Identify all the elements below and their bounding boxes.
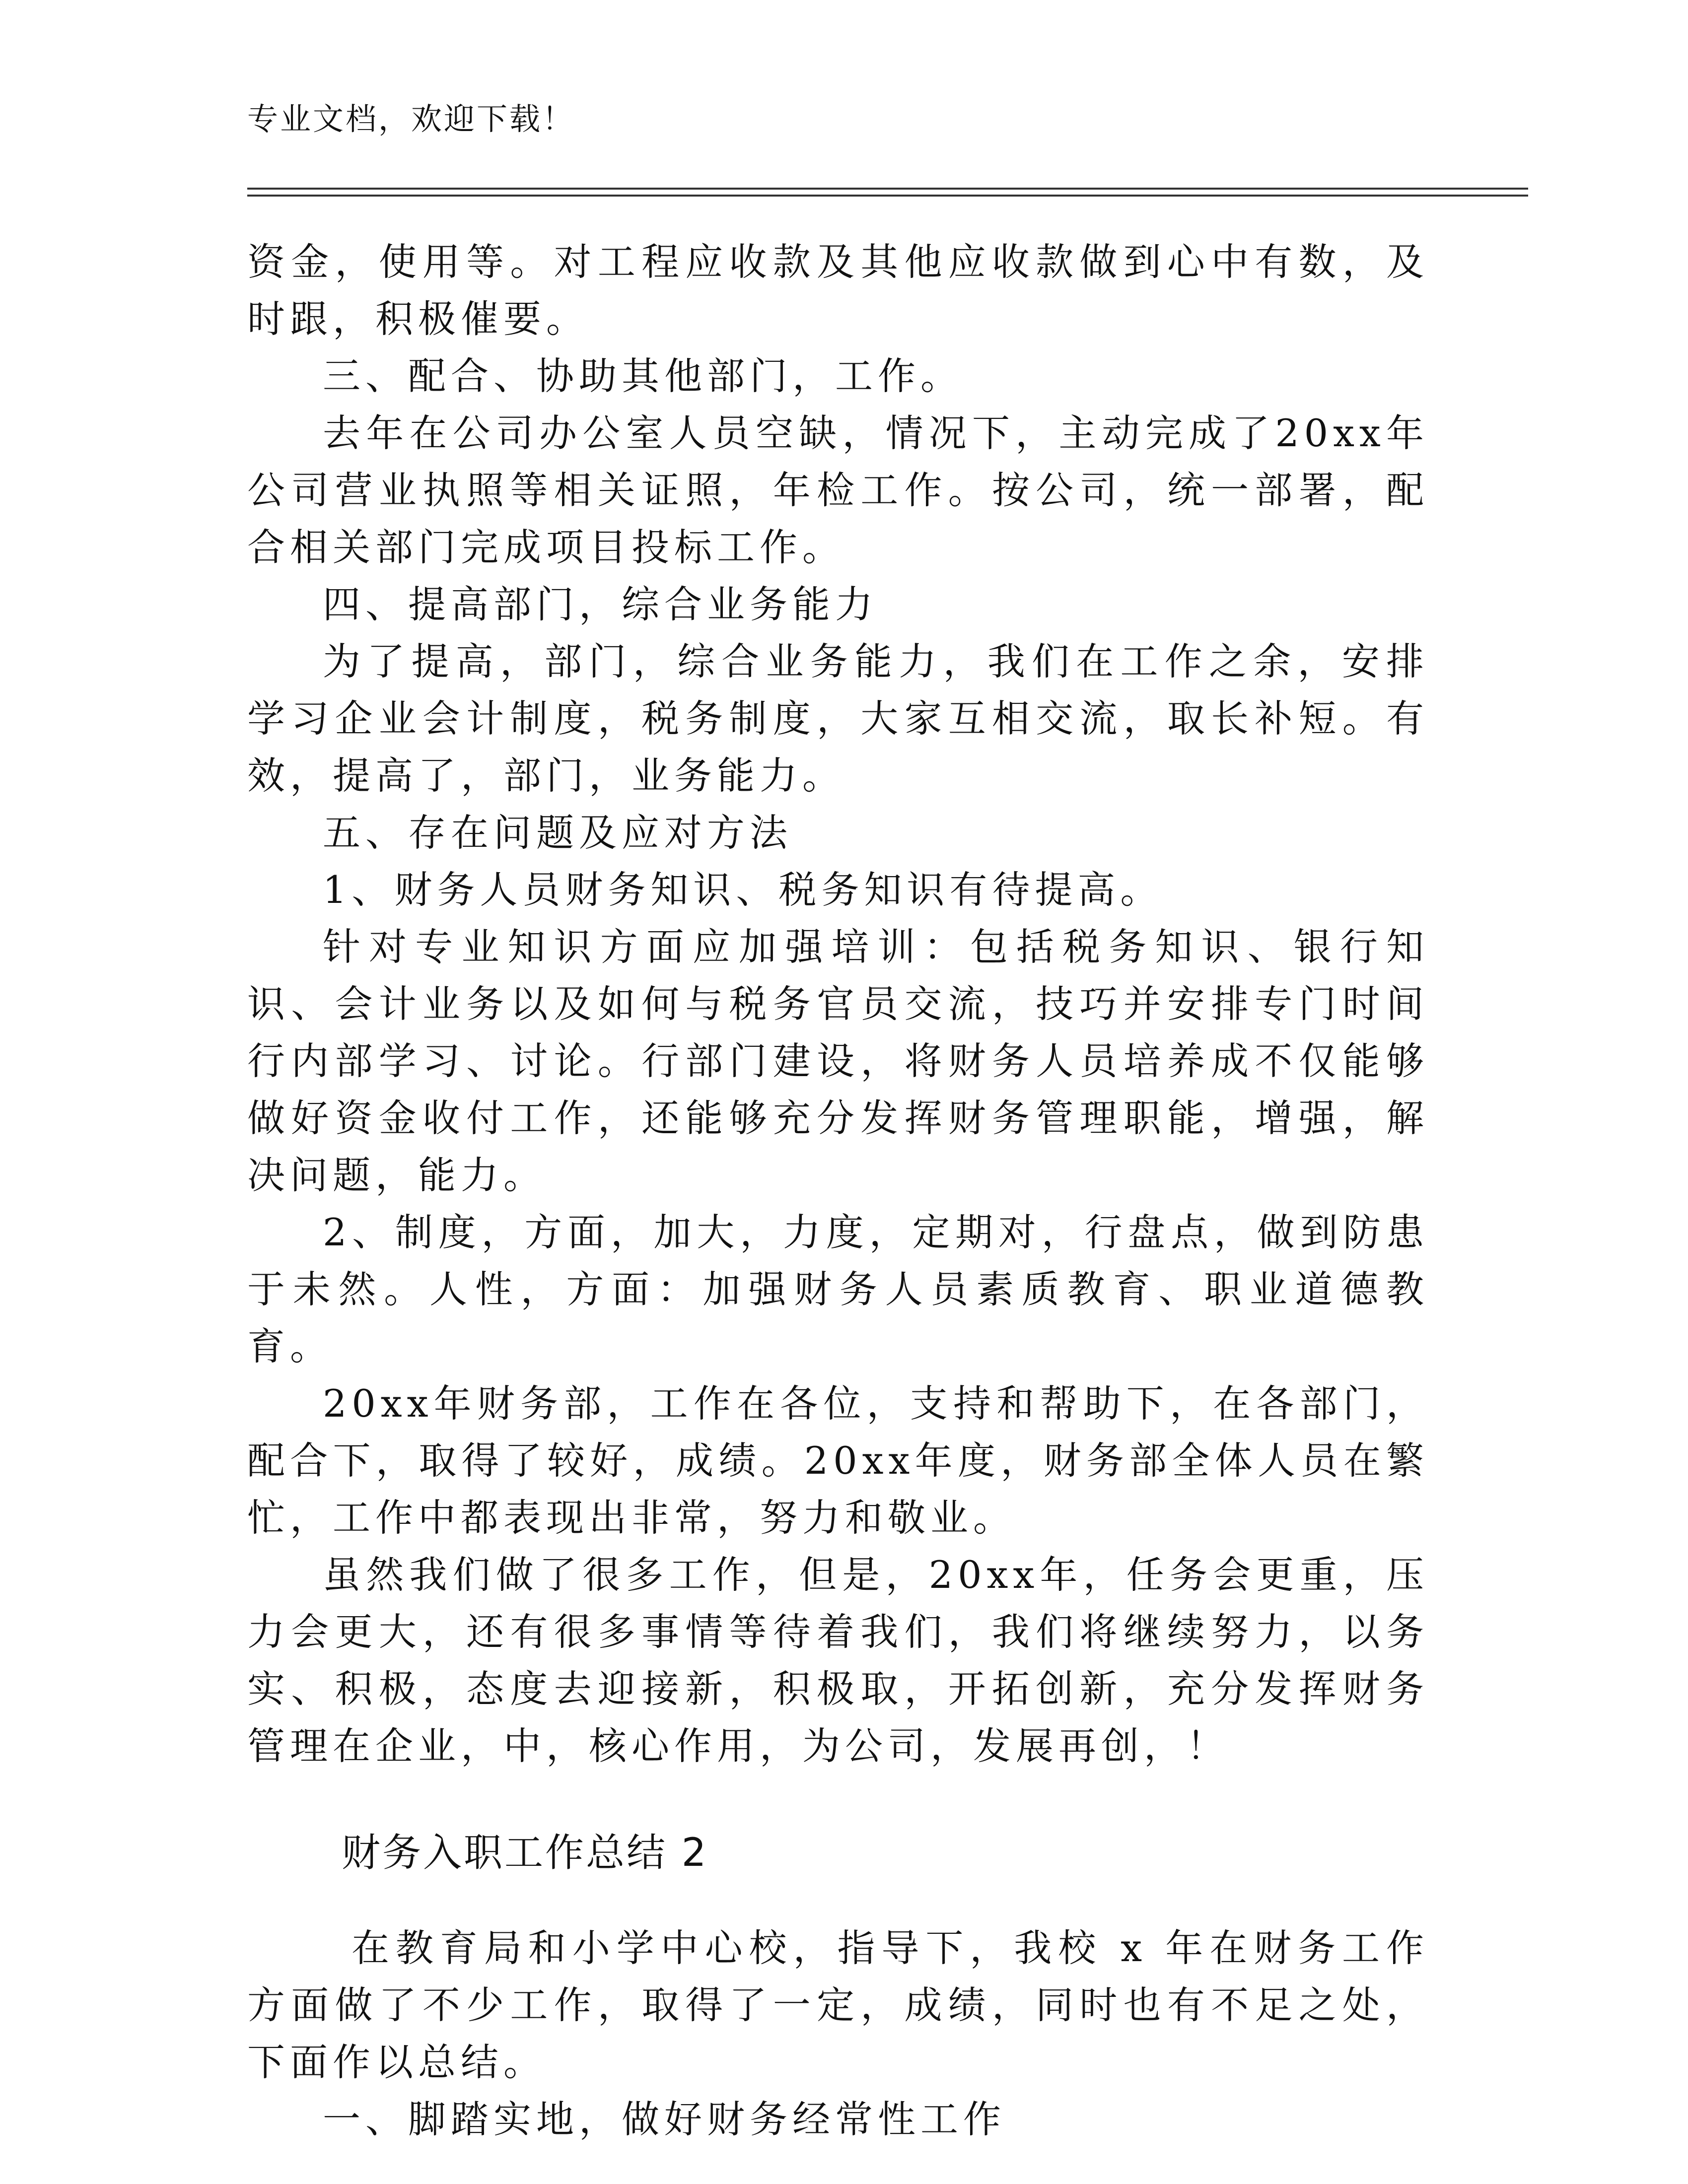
heading-daily-work: 一、脚踏实地，做好财务经常性工作 xyxy=(323,2097,1006,2141)
header-rule-bottom xyxy=(247,195,1528,197)
document-body xyxy=(247,233,1429,2148)
paragraph: 为了提高，部门，综合业务能力，我们在工作之余，安排学习企业会计制度，税务制度，大家互相交流，取长补短。有效，提高了，部门，业务能力。 xyxy=(247,639,1429,798)
paragraph-continuation: 资金，使用等。对工程应收款及其他应收款做到心中有数，及时跟，积极催要。 xyxy=(247,240,1429,341)
paragraph: 虽然我们做了很多工作，但是，20xx年，任务会更重，压力会更大，还有很多事情等待着我们，我们将继续努力，以务实、积极，态度去迎接新，积极取，开拓创新，充分发挥财务管理在企业，中，核心作用，为公司，发展再创，！ xyxy=(247,1553,1429,1768)
paragraph: 20xx年财务部，工作在各位，支持和帮助下，在各部门，配合下，取得了较好，成绩。20xx年度，财务部全体人员在繁忙，工作中都表现出非常，努力和敬业。 xyxy=(247,1381,1429,1540)
paragraph: 在教育局和小学中心校，指导下，我校 x 年在财务工作方面做了不少工作，取得了一定，成绩，同时也有不足之处，下面作以总结。 xyxy=(247,1926,1429,2084)
list-item: 1、财务人员财务知识、税务知识有待提高。 xyxy=(323,868,1163,912)
heading-improve: 四、提高部门，综合业务能力 xyxy=(323,582,878,626)
paragraph: 针对专业知识方面应加强培训：包括税务知识、银行知识、会计业务以及如何与税务官员交流，技巧并安排专门时间行内部学习、讨论。行部门建设，将财务人员培养成不仅能够做好资金收付工作，还能够充分发挥财务管理职能，增强，解决问题，能力。 xyxy=(247,925,1429,1197)
section-title: 财务入职工作总结 2 xyxy=(342,1831,708,1875)
heading-cooperate: 三、配合、协助其他部门，工作。 xyxy=(323,354,963,398)
section-2 xyxy=(247,1919,1429,2148)
page-header: 专业文档，欢迎下载！ xyxy=(247,101,575,137)
paragraph: 去年在公司办公室人员空缺，情况下，主动完成了20xx年公司营业执照等相关证照，年检工作。按公司，统一部署，配合相关部门完成项目投标工作。 xyxy=(247,411,1429,569)
list-item: 2、制度，方面，加大，力度，定期对，行盘点，做到防患于未然。人性，方面：加强财务人员素质教育、职业道德教育。 xyxy=(247,1210,1429,1368)
header-rule-top xyxy=(247,188,1528,190)
heading-problems: 五、存在问题及应对方法 xyxy=(323,811,792,855)
